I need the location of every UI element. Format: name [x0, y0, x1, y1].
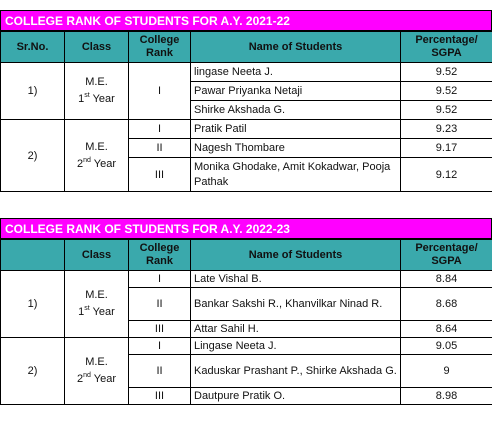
table-row [1, 120, 492, 139]
class-cell [65, 63, 129, 120]
rank-table [0, 31, 492, 192]
percentage-cell: 8.68 [401, 288, 492, 321]
rank-table-2022-23 [0, 218, 492, 405]
header-percentage: Percentage/ SGPA [401, 32, 492, 63]
class-num: 2 [76, 157, 84, 170]
class-suffix: Year [93, 157, 116, 170]
student-name: Shirke Akshada G. [191, 101, 401, 120]
rank-cell: II [129, 288, 191, 321]
rank-cell: II [129, 139, 191, 158]
class-suffix: Year [92, 93, 115, 105]
table-row [1, 63, 492, 82]
table-title: COLLEGE RANK OF STUDENTS FOR A.Y. 2022-23 [0, 218, 492, 239]
header-names: Name of Students [191, 240, 401, 271]
class-main: M.E. [85, 140, 108, 153]
student-name: Pawar Priyanka Netaji [191, 82, 401, 101]
class-num: 2 [76, 373, 84, 385]
srno-cell: 1) [1, 63, 65, 120]
student-name: Lingase Neeta J. [191, 338, 401, 355]
header-row [1, 32, 492, 63]
percentage-cell: 9.12 [401, 158, 492, 192]
header-srno: Sr.No. [1, 32, 65, 63]
student-name: Monika Ghodake, Amit Kokadwar, Pooja Pathak [191, 158, 401, 192]
student-name: Dautpure Pratik O. [191, 388, 401, 405]
class-suffix: Year [92, 306, 115, 318]
percentage-cell: 9.17 [401, 139, 492, 158]
class-main: M.E. [85, 76, 108, 88]
percentage-cell: 8.98 [401, 388, 492, 405]
class-suffix: Year [93, 373, 116, 385]
class-cell [65, 271, 129, 338]
header-rank: College Rank [129, 32, 191, 63]
rank-cell: III [129, 388, 191, 405]
header-names: Name of Students [191, 32, 401, 63]
percentage-cell: 8.84 [401, 271, 492, 288]
class-sup: st [84, 92, 90, 99]
rank-cell: I [129, 338, 191, 355]
class-cell [65, 338, 129, 405]
header-rank: College Rank [129, 240, 191, 271]
header-row [1, 240, 492, 271]
class-main: M.E. [85, 356, 108, 368]
percentage-cell: 9.52 [401, 82, 492, 101]
percentage-cell: 9.05 [401, 338, 492, 355]
rank-cell: II [129, 355, 191, 388]
header-class: Class [65, 240, 129, 271]
header-class: Class [65, 32, 129, 63]
rank-cell: III [129, 321, 191, 338]
student-name: Attar Sahil H. [191, 321, 401, 338]
class-main: M.E. [85, 289, 108, 301]
srno-cell: 1) [1, 271, 65, 338]
rank-cell: I [129, 271, 191, 288]
class-sup: nd [83, 372, 91, 379]
student-name: Kaduskar Prashant P., Shirke Akshada G. [191, 355, 401, 388]
header-srno [1, 240, 65, 271]
rank-cell: I [129, 63, 191, 120]
percentage-cell: 9.23 [401, 120, 492, 139]
rank-table-2021-22 [0, 10, 492, 192]
srno-cell: 2) [1, 338, 65, 405]
percentage-cell: 9.52 [401, 101, 492, 120]
student-name: Pratik Patil [191, 120, 401, 139]
class-num: 1 [78, 93, 85, 105]
srno-cell: 2) [1, 120, 65, 192]
table-row [1, 271, 492, 288]
rank-cell: III [129, 158, 191, 192]
student-name: Late Vishal B. [191, 271, 401, 288]
percentage-cell: 8.64 [401, 321, 492, 338]
class-sup: nd [83, 156, 91, 164]
table-row [1, 338, 492, 355]
header-percentage: Percentage/ SGPA [401, 240, 492, 271]
class-cell [65, 120, 129, 192]
rank-cell: I [129, 120, 191, 139]
table-title: COLLEGE RANK OF STUDENTS FOR A.Y. 2021-22 [0, 10, 492, 31]
student-name: lingase Neeta J. [191, 63, 401, 82]
percentage-cell: 9.52 [401, 63, 492, 82]
rank-table [0, 239, 492, 405]
student-name: Nagesh Thombare [191, 139, 401, 158]
percentage-cell: 9 [401, 355, 492, 388]
class-sup: st [84, 305, 90, 312]
student-name: Bankar Sakshi R., Khanvilkar Ninad R. [191, 288, 401, 321]
class-num: 1 [78, 306, 85, 318]
